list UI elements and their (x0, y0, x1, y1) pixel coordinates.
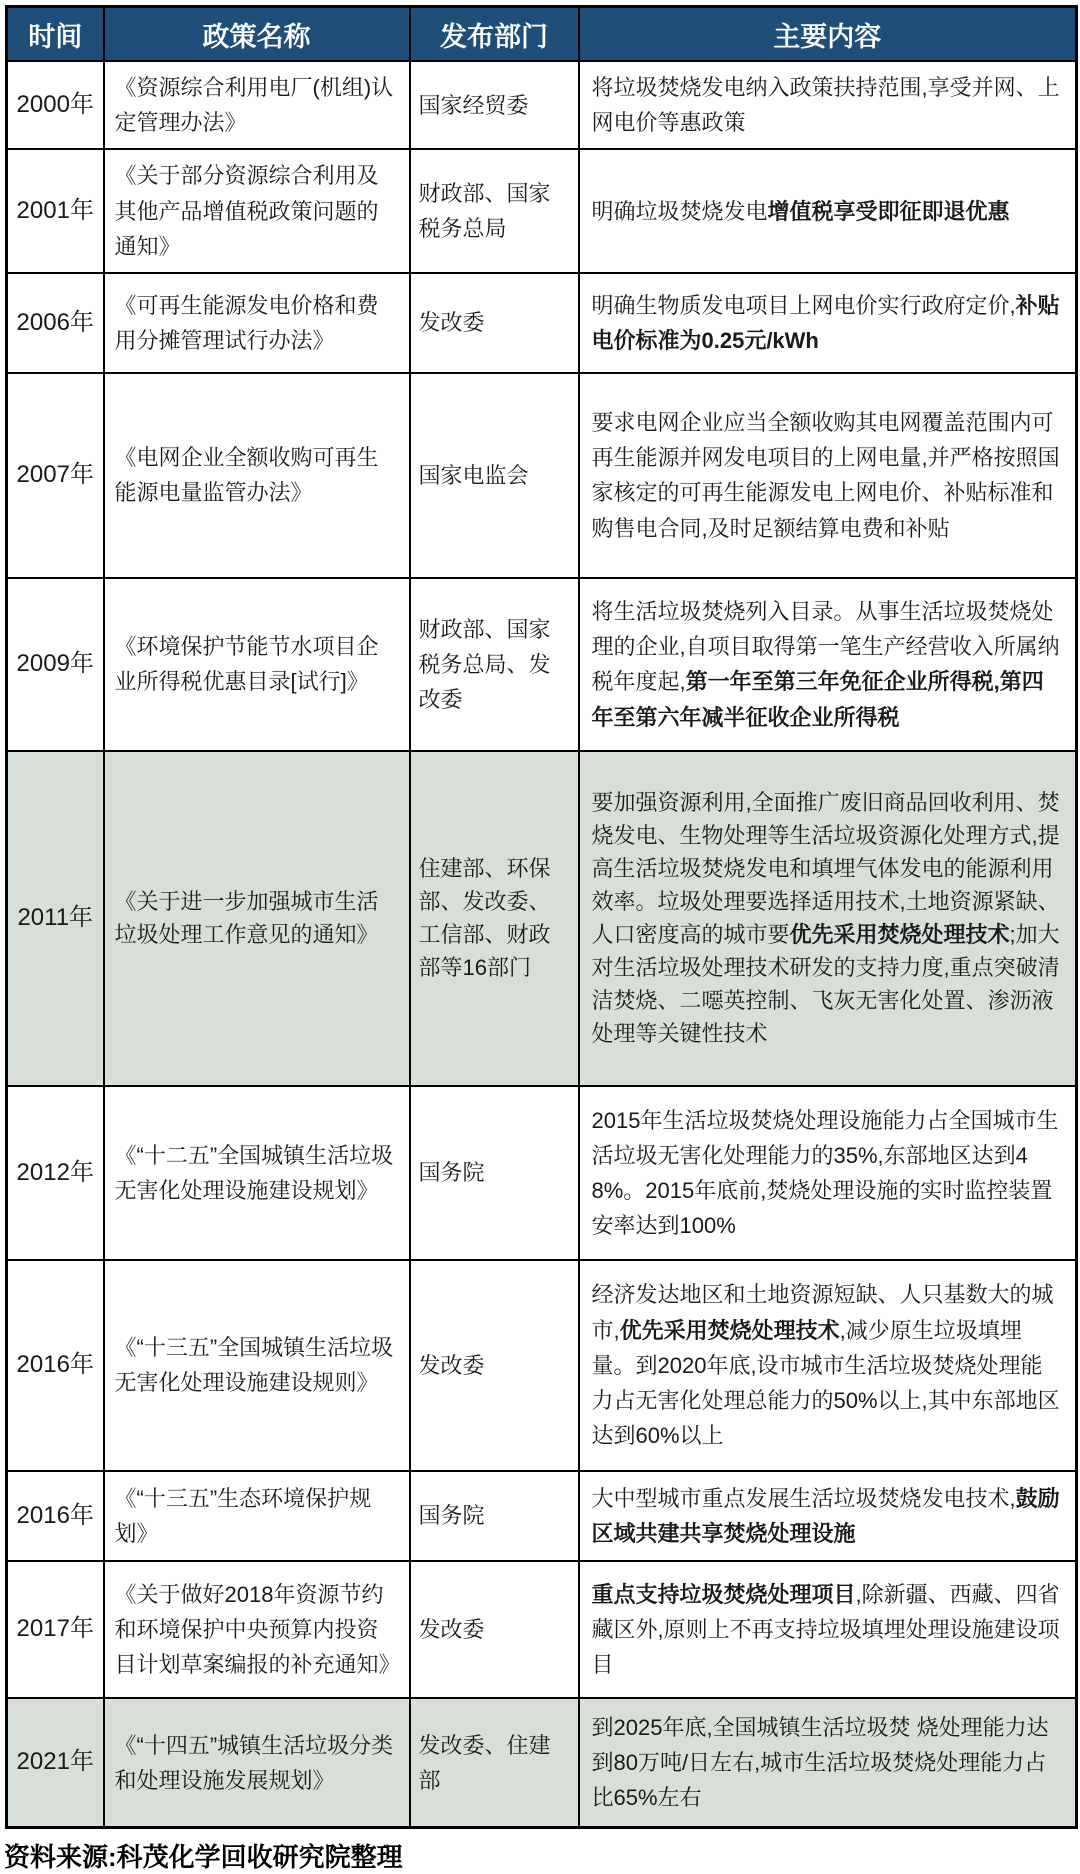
content-segment: ;加大对生活垃圾处理技术研发的支持力度,重点突破清洁焚烧、二噁英控制、飞灰无害化处置、渗沥液处理等关键性技术 (591, 922, 1060, 1047)
policy-table (5, 5, 1078, 1829)
year-cell: 2016年 (7, 1471, 104, 1561)
content-segment: ,除新疆、西藏、四省藏区外,原则上不再支持垃圾填埋处理设施建设项目 (591, 1581, 1060, 1678)
content-segment: 将垃圾焚烧发电纳入政策扶持范围,享受并网、上网电价等惠政策 (591, 75, 1060, 136)
content-segment: 大中型城市重点发展生活垃圾焚烧发电技术, (591, 1485, 1016, 1511)
main-content-cell (579, 273, 1077, 373)
content-segment: 2015年生活垃圾焚烧处理设施能力占全国城市生活垃圾无害化处理能力的35%,东部地区达到48%。2015年底前,焚烧处理设施的实时监控装置安率达到100% (591, 1107, 1059, 1239)
main-content-cell (579, 1698, 1077, 1828)
department-cell: 发改委 (410, 1260, 579, 1471)
col-header-policy-name: 政策名称 (104, 7, 410, 62)
policy-name-cell: 《“十二五”全国城镇生活垃圾无害化处理设施建设规划》 (104, 1086, 410, 1260)
policy-name-cell: 《可再生能源发电价格和费用分摊管理试行办法》 (104, 273, 410, 373)
year-cell: 2016年 (7, 1260, 104, 1471)
content-segment: 将生活垃圾焚烧列入目录。从事生活垃圾焚烧处理的企业,自项目取得第一笔生产经营收入所属纳税年度起, (591, 599, 1060, 695)
main-content-cell (579, 1086, 1077, 1260)
main-content-cell (579, 373, 1077, 578)
department-cell: 国家经贸委 (410, 61, 579, 149)
table-header (7, 7, 1077, 62)
main-content-cell (579, 1260, 1077, 1471)
content-bold-segment: 增值税享受即征即退优惠 (767, 198, 1010, 224)
year-cell: 2021年 (7, 1698, 104, 1828)
year-cell: 2011年 (7, 751, 104, 1086)
table-row (7, 273, 1077, 373)
table-row (7, 1561, 1077, 1698)
year-cell: 2017年 (7, 1561, 104, 1698)
content-bold-segment: 优先采用焚烧处理技术 (789, 922, 1010, 948)
policy-name-cell: 《关于做好2018年资源节约和环境保护中央预算内投资目计划草案编报的补充通知》 (104, 1561, 410, 1698)
department-cell: 发改委 (410, 273, 579, 373)
content-segment: 经济发达地区和土地资源短缺、人只基数大的城市, (591, 1282, 1054, 1343)
policy-name-cell: 《“十四五”城镇生活垃圾分类和处理设施发展规划》 (104, 1698, 410, 1828)
content-bold-segment: 优先采用焚烧处理技术 (619, 1317, 840, 1343)
main-content-cell (579, 1561, 1077, 1698)
department-cell: 财政部、国家税务总局 (410, 149, 579, 273)
table-row (7, 751, 1077, 1086)
table-row (7, 1471, 1077, 1561)
source-note: 资料来源:科茂化学回收研究院整理 (4, 1842, 403, 1873)
table-row (7, 1086, 1077, 1260)
content-bold-segment: 重点支持垃圾焚烧处理项目 (591, 1581, 856, 1607)
table-body (7, 61, 1077, 1828)
content-segment: 要加强资源利用,全面推广废旧商品回收利用、焚烧发电、生物处理等生活垃圾资源化处理方式,提高生活垃圾焚烧发电和填埋气体发电的能源利用效率。垃圾处理要选择适用技术,土地资源紧缺、人口密度高的城市要 (591, 790, 1060, 948)
content-segment: ,减少原生垃圾填埋量。到2020年底,设市城市生活垃圾焚烧处理能力占无害化处理总能力的50%以上,其中东部地区达到60%以上 (591, 1317, 1060, 1449)
year-cell: 2001年 (7, 149, 104, 273)
table-row (7, 578, 1077, 751)
content-segment: 到2025年底,全国城镇生活垃圾焚 烧处理能力达到80万吨/日左右,城市生活垃圾焚烧处理能力占比65%左右 (591, 1714, 1049, 1811)
year-cell: 2009年 (7, 578, 104, 751)
department-cell: 财政部、国家税务总局、发改委 (410, 578, 579, 751)
department-cell: 住建部、环保部、发改委、工信部、财政部等16部门 (410, 751, 579, 1086)
main-content-cell (579, 578, 1077, 751)
table-row (7, 1260, 1077, 1471)
main-content-cell (579, 751, 1077, 1086)
main-content-cell (579, 1471, 1077, 1561)
year-cell: 2007年 (7, 373, 104, 578)
department-cell: 发改委 (410, 1561, 579, 1698)
col-header-main-content: 主要内容 (579, 7, 1077, 62)
department-cell: 国务院 (410, 1086, 579, 1260)
policy-name-cell: 《关于进一步加强城市生活垃圾处理工作意见的通知》 (104, 751, 410, 1086)
policy-name-cell: 《“十三五”生态环境保护规划》 (104, 1471, 410, 1561)
policy-name-cell: 《环境保护节能节水项目企业所得税优惠目录[试行]》 (104, 578, 410, 751)
content-bold-segment: 第一年至第三年免征企业所得税,第四年至第六年减半征收企业所得税 (591, 669, 1044, 730)
content-bold-segment: 鼓励区域共建共享焚烧处理设施 (591, 1485, 1060, 1546)
year-cell: 2006年 (7, 273, 104, 373)
content-segment: 明确垃圾焚烧发电 (591, 198, 768, 224)
year-cell: 2012年 (7, 1086, 104, 1260)
content-segment: 要求电网企业应当全额收购其电网覆盖范围内可再生能源并网发电项目的上网电量,并严格按照国家核定的可再生能源发电上网电价、补贴标准和购售电合同,及时足额结算电费和补贴 (591, 410, 1060, 541)
table-row (7, 61, 1077, 149)
policy-name-cell: 《关于部分资源综合利用及其他产品增值税政策问题的通知》 (104, 149, 410, 273)
table-row (7, 373, 1077, 578)
main-content-cell (579, 149, 1077, 273)
policy-table-page (0, 5, 1080, 1873)
policy-name-cell: 《“十三五”全国城镇生活垃圾无害化处理设施建设规则》 (104, 1260, 410, 1471)
col-header-time: 时间 (7, 7, 104, 62)
year-cell: 2000年 (7, 61, 104, 149)
table-row (7, 149, 1077, 273)
content-segment: 明确生物质发电项目上网电价实行政府定价, (591, 292, 1016, 318)
department-cell: 发改委、住建部 (410, 1698, 579, 1828)
col-header-department: 发布部门 (410, 7, 579, 62)
policy-name-cell: 《电网企业全额收购可再生能源电量监管办法》 (104, 373, 410, 578)
table-row (7, 1698, 1077, 1828)
department-cell: 国家电监会 (410, 373, 579, 578)
header-row (7, 7, 1077, 62)
department-cell: 国务院 (410, 1471, 579, 1561)
content-bold-segment: 补贴电价标准为0.25元/kWh (591, 292, 1060, 353)
main-content-cell (579, 61, 1077, 149)
policy-name-cell: 《资源综合利用电厂(机组)认定管理办法》 (104, 61, 410, 149)
